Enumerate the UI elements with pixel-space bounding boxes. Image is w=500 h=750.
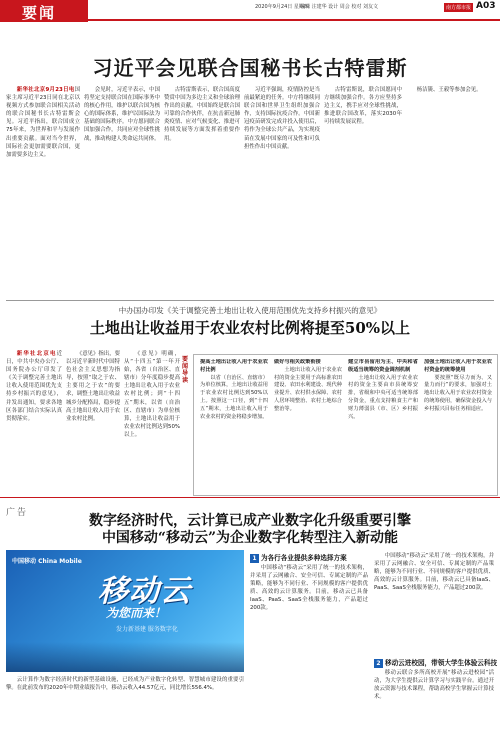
ad-col3-text: 移动云联合多所高校开展“移动云进校园”活动，为大学生提供云计算学习与实践平台。通过开放云资源与技术课程，帮助高校学生掌握云计算技术。 <box>374 670 494 701</box>
paper-name-badge: 南方都市报 <box>446 5 472 11</box>
policy-column-2 <box>66 350 120 492</box>
promo-caption-text: 云计算作为数字经济时代的新型基础设施，已经成为产业数字化转型、智慧城市建设的重要引擎。在此前发布的2020年中期业绩报告中，移动云收入44.57亿元，同比增长556.4%。 <box>6 677 244 691</box>
promo-caption <box>6 676 244 692</box>
page-number: A03 <box>476 1 496 11</box>
lead-column-3 <box>164 86 240 296</box>
box-text-3: 土地出让收入用于农业农村的资金主要由市县统筹安排，省级和中央可适当统筹部分资金，重点支持粮食主产和财力薄弱县（市、区）乡村振兴。 <box>348 374 418 420</box>
ad-column-1 <box>250 564 368 744</box>
lead-column-5 <box>324 86 402 296</box>
divider <box>6 300 494 301</box>
skyline-graphic <box>6 642 244 672</box>
ad-subhead-2 <box>374 657 497 668</box>
ad-col2-text: 中国移动“移动云”采用了统一的技术架构，并采用了云网融合、安全可信、专属定制的产品策略，能够为不同行业、不同规模的客户提供优质、高效的云计算服务。目前，移动云已具备IaaS、PaaS、SaaS全栈服务能力，产品超过200款。 <box>374 553 494 592</box>
lead-col1-text: 国家主席习近平23日同在北京以视频方式参加联合国相关活动的联合国秘书长古特雷斯会见。习近平指出，联合国成立75年来，为世界和平与发展作出重要贡献。面对当今世界，国际社会更加需要联合国，更加需要多边主义。 <box>6 87 80 158</box>
box-heading-2: 做好与相关政策衔接 <box>274 359 321 365</box>
ad-column-3 <box>374 669 494 745</box>
policy-col1-text: 近日，中共中央办公厅、国务院办公厅印发了《关于调整完善土地出让收入使用范围优先支持乡村振兴的意见》，并发出通知，要求各地区各部门结合实际认真贯彻落实。 <box>6 351 62 422</box>
box-heading-4: 加强土地出让收入用于农业农村资金的统筹使用 <box>424 359 492 373</box>
box-text-1: 以省（自治区、直辖市）为单位核算，土地出让收益用于农业农村比例达到50%以上。按照这一口径，到“十四五”期末，土地出让收入用于农业农村的资金将稳步增加。 <box>200 374 268 420</box>
number-badge-2: 2 <box>374 659 383 668</box>
lead-col2-text: 会见时，习近平表示，中国将坚定支持联合国在国际事务中的核心作用，维护以联合国为核心的国际体系，维护以国际法为基础的国际秩序。中方愿同联合国加强合作，共同应对全球性挑战，推动构建人类命运共同体。 <box>84 87 160 142</box>
lead-col6-text: 杨洁篪、王毅等参加会见。 <box>416 87 482 93</box>
masthead-rule <box>88 19 500 21</box>
policy-byline: 新华社北京电 <box>16 351 57 357</box>
box-column-4 <box>424 359 492 491</box>
lead-column-4 <box>244 86 320 296</box>
box-column-3 <box>348 359 418 491</box>
box-heading-3: 建立市县留用为主、中央和省级适当统筹的资金调剂机制 <box>348 359 418 373</box>
lead-column-1 <box>6 86 80 296</box>
policy-column-3 <box>124 350 180 492</box>
ad-headline-2: 中国移动“移动云”为企业数字化转型注入新动能 <box>101 530 399 546</box>
box-column-1 <box>200 359 268 491</box>
box-column-2 <box>274 359 342 491</box>
policy-kicker: 中办国办印发《关于调整完善土地出让收入使用范围优先支持乡村振兴的意见》 <box>118 306 382 315</box>
sidebar-vertical-label: 要闻导读 <box>182 356 189 384</box>
promo-banner-image <box>6 550 244 672</box>
number-badge-1: 1 <box>250 554 259 563</box>
policy-headline: 土地出让收益用于农业农村比例将提至50%以上 <box>89 319 411 337</box>
ad-column-2 <box>374 552 494 652</box>
masthead <box>0 0 500 26</box>
box-text-4: 要按照“既尽力而为、又量力而行”的要求，加强对土地出让收入用于农业农村资金的统筹使用，确保资金投入与乡村振兴目标任务相适应。 <box>424 374 492 412</box>
box-text-2: 土地出让收入用于农业农村的资金主要用于高标准农田建设、农田水利建设、现代种业提升、农村供水保障、农村人居环境整治、农村土地综合整治等。 <box>274 366 342 412</box>
promo-slogan: 发力新基建 服务数字化 <box>116 626 178 633</box>
section-title: 要闻 <box>22 4 57 22</box>
issue-date: 2020年9月24日 星期四 <box>255 4 309 10</box>
ad-subhead-1 <box>250 552 347 563</box>
lead-col3-text: 古特雷斯表示，联合国高度赞赏中国为多边主义和全球治理作出的贡献。中国始终是联合国可靠的合作伙伴，在抗击新冠肺炎疫情、应对气候变化、推进可持续发展等方面发挥着重要作用。 <box>164 87 240 142</box>
policy-column-1 <box>6 350 62 492</box>
lead-column-2 <box>84 86 160 296</box>
lead-col4-text: 习近平强调，疫情防控是当前最紧迫的任务。中方将继续同联合国和世界卫生组织加强合作，支持国际抗疫合作。中国新冠疫苗研发完成并投入使用后，将作为全球公共产品，为实现疫苗在发展中国家的可及性和可负担性作出中国贡献。 <box>244 87 320 150</box>
ad-headline-1: 数字经济时代，云计算已成产业数字化升级重要引擎 <box>89 513 411 529</box>
promo-subtitle: 为您而来！ <box>106 606 167 620</box>
ad-label: 广告 <box>6 508 29 518</box>
ad-subhead-1-text: 为各行各业提供多种选择方案 <box>261 554 347 562</box>
lead-col5-text: 古特雷斯说，联合国愿同中方继续加强合作。各方应坚持多边主义，携手应对全球性挑战，推进联合国改革，落实2030年可持续发展议程。 <box>324 87 402 126</box>
lead-headline: 习近平会见联合国秘书长古特雷斯 <box>92 56 408 80</box>
ad-subhead-2-text: 移动云进校园，带领大学生体验云科技 <box>385 659 498 667</box>
policy-col3-text: 《意见》明确，从“十四五”第一年开始，各省（自治区、直辖市）分年度稳步提高土地出让收入用于农业农村比例；到“十四五”期末，以省（自治区、直辖市）为单位核算，土地出让收益用于农业农村比例达到50%以上。 <box>124 351 180 438</box>
summary-box <box>193 354 498 496</box>
promo-brand-text: 移动云 <box>98 574 191 609</box>
editor-credits: 编辑 注建华 设计 周会 校对 刘友文 <box>300 4 378 10</box>
ad-col1-text: 中国移动“移动云”采用了统一的技术架构，并采用了云网融合、安全可信、专属定制的产品策略，能够为不同行业、不同规模的客户提供优质、高效的云计算服务。目前，移动云已具备IaaS、PaaS、SaaS全栈服务能力，产品超过200款。 <box>250 565 368 612</box>
lead-byline: 新华社北京9月23日电 <box>16 87 75 93</box>
box-heading-1: 提高土地出让收入用于农业农村比例 <box>200 359 268 373</box>
china-mobile-logo: 中国移动 China Mobile <box>12 558 82 565</box>
policy-col2-text: 《意见》指出，要以习近平新时代中国特色社会主义思想为指导，按照“取之于农、主要用之于农”的要求，调整土地出让收益城乡分配格局，稳步提高土地出让收入用于农业农村比例。 <box>66 351 120 422</box>
ad-divider <box>0 497 500 498</box>
lead-column-6 <box>406 86 494 296</box>
